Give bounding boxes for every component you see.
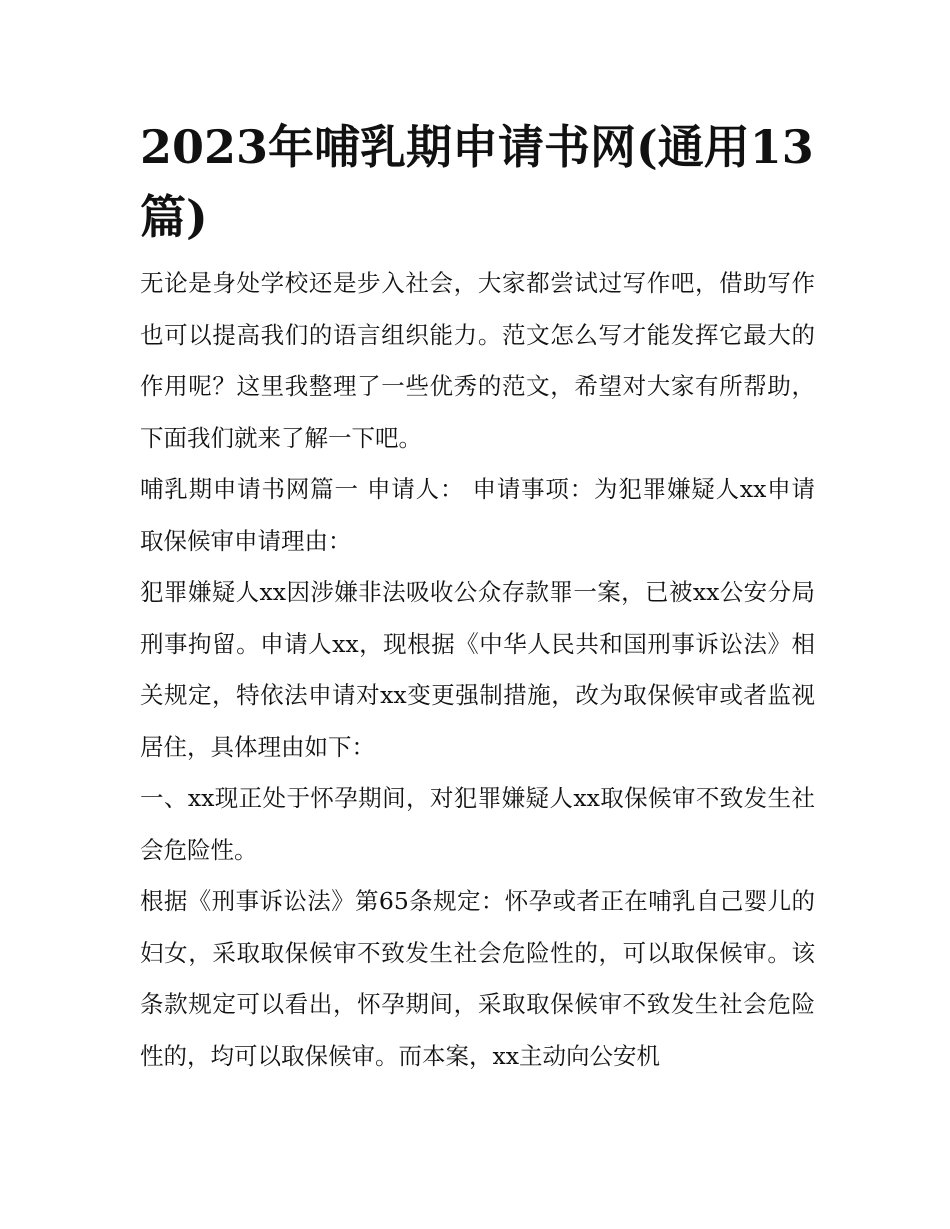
paragraph-reason-one: 一、xx现正处于怀孕期间，对犯罪嫌疑人xx取保候审不致发生社会危险性。	[140, 784, 815, 864]
paragraph-intro: 无论是身处学校还是步入社会，大家都尝试过写作吧，借助写作也可以提高我们的语言组织能力。范文怎么写才能发挥它最大的作用呢？这里我整理了一些优秀的范文，希望对大家有所帮助，下面我们就来了解一下吧。	[140, 269, 815, 452]
document-title: 2023年哺乳期申请书网(通用13篇)	[140, 120, 814, 244]
paragraph-legal-basis: 根据《刑事诉讼法》第65条规定：怀孕或者正在哺乳自己婴儿的妇女，采取取保候审不致发生社会危险性的，可以取保候审。该条款规定可以看出，怀孕期间，采取取保候审不致发生社会危险性的，均可以取保候审。而本案，xx主动向公安机	[140, 887, 815, 1070]
paragraph-applicant: 哺乳期申请书网篇一 申请人： 申请事项：为犯罪嫌疑人xx申请取保候审申请理由：	[140, 475, 815, 555]
paragraph-case: 犯罪嫌疑人xx因涉嫌非法吸收公众存款罪一案，已被xx公安分局刑事拘留。申请人xx，现根据《中华人民共和国刑事诉讼法》相关规定，特依法申请对xx变更强制措施，改为取保候审或者监视居住，具体理由如下：	[140, 578, 815, 761]
document-body	[140, 112, 815, 1082]
